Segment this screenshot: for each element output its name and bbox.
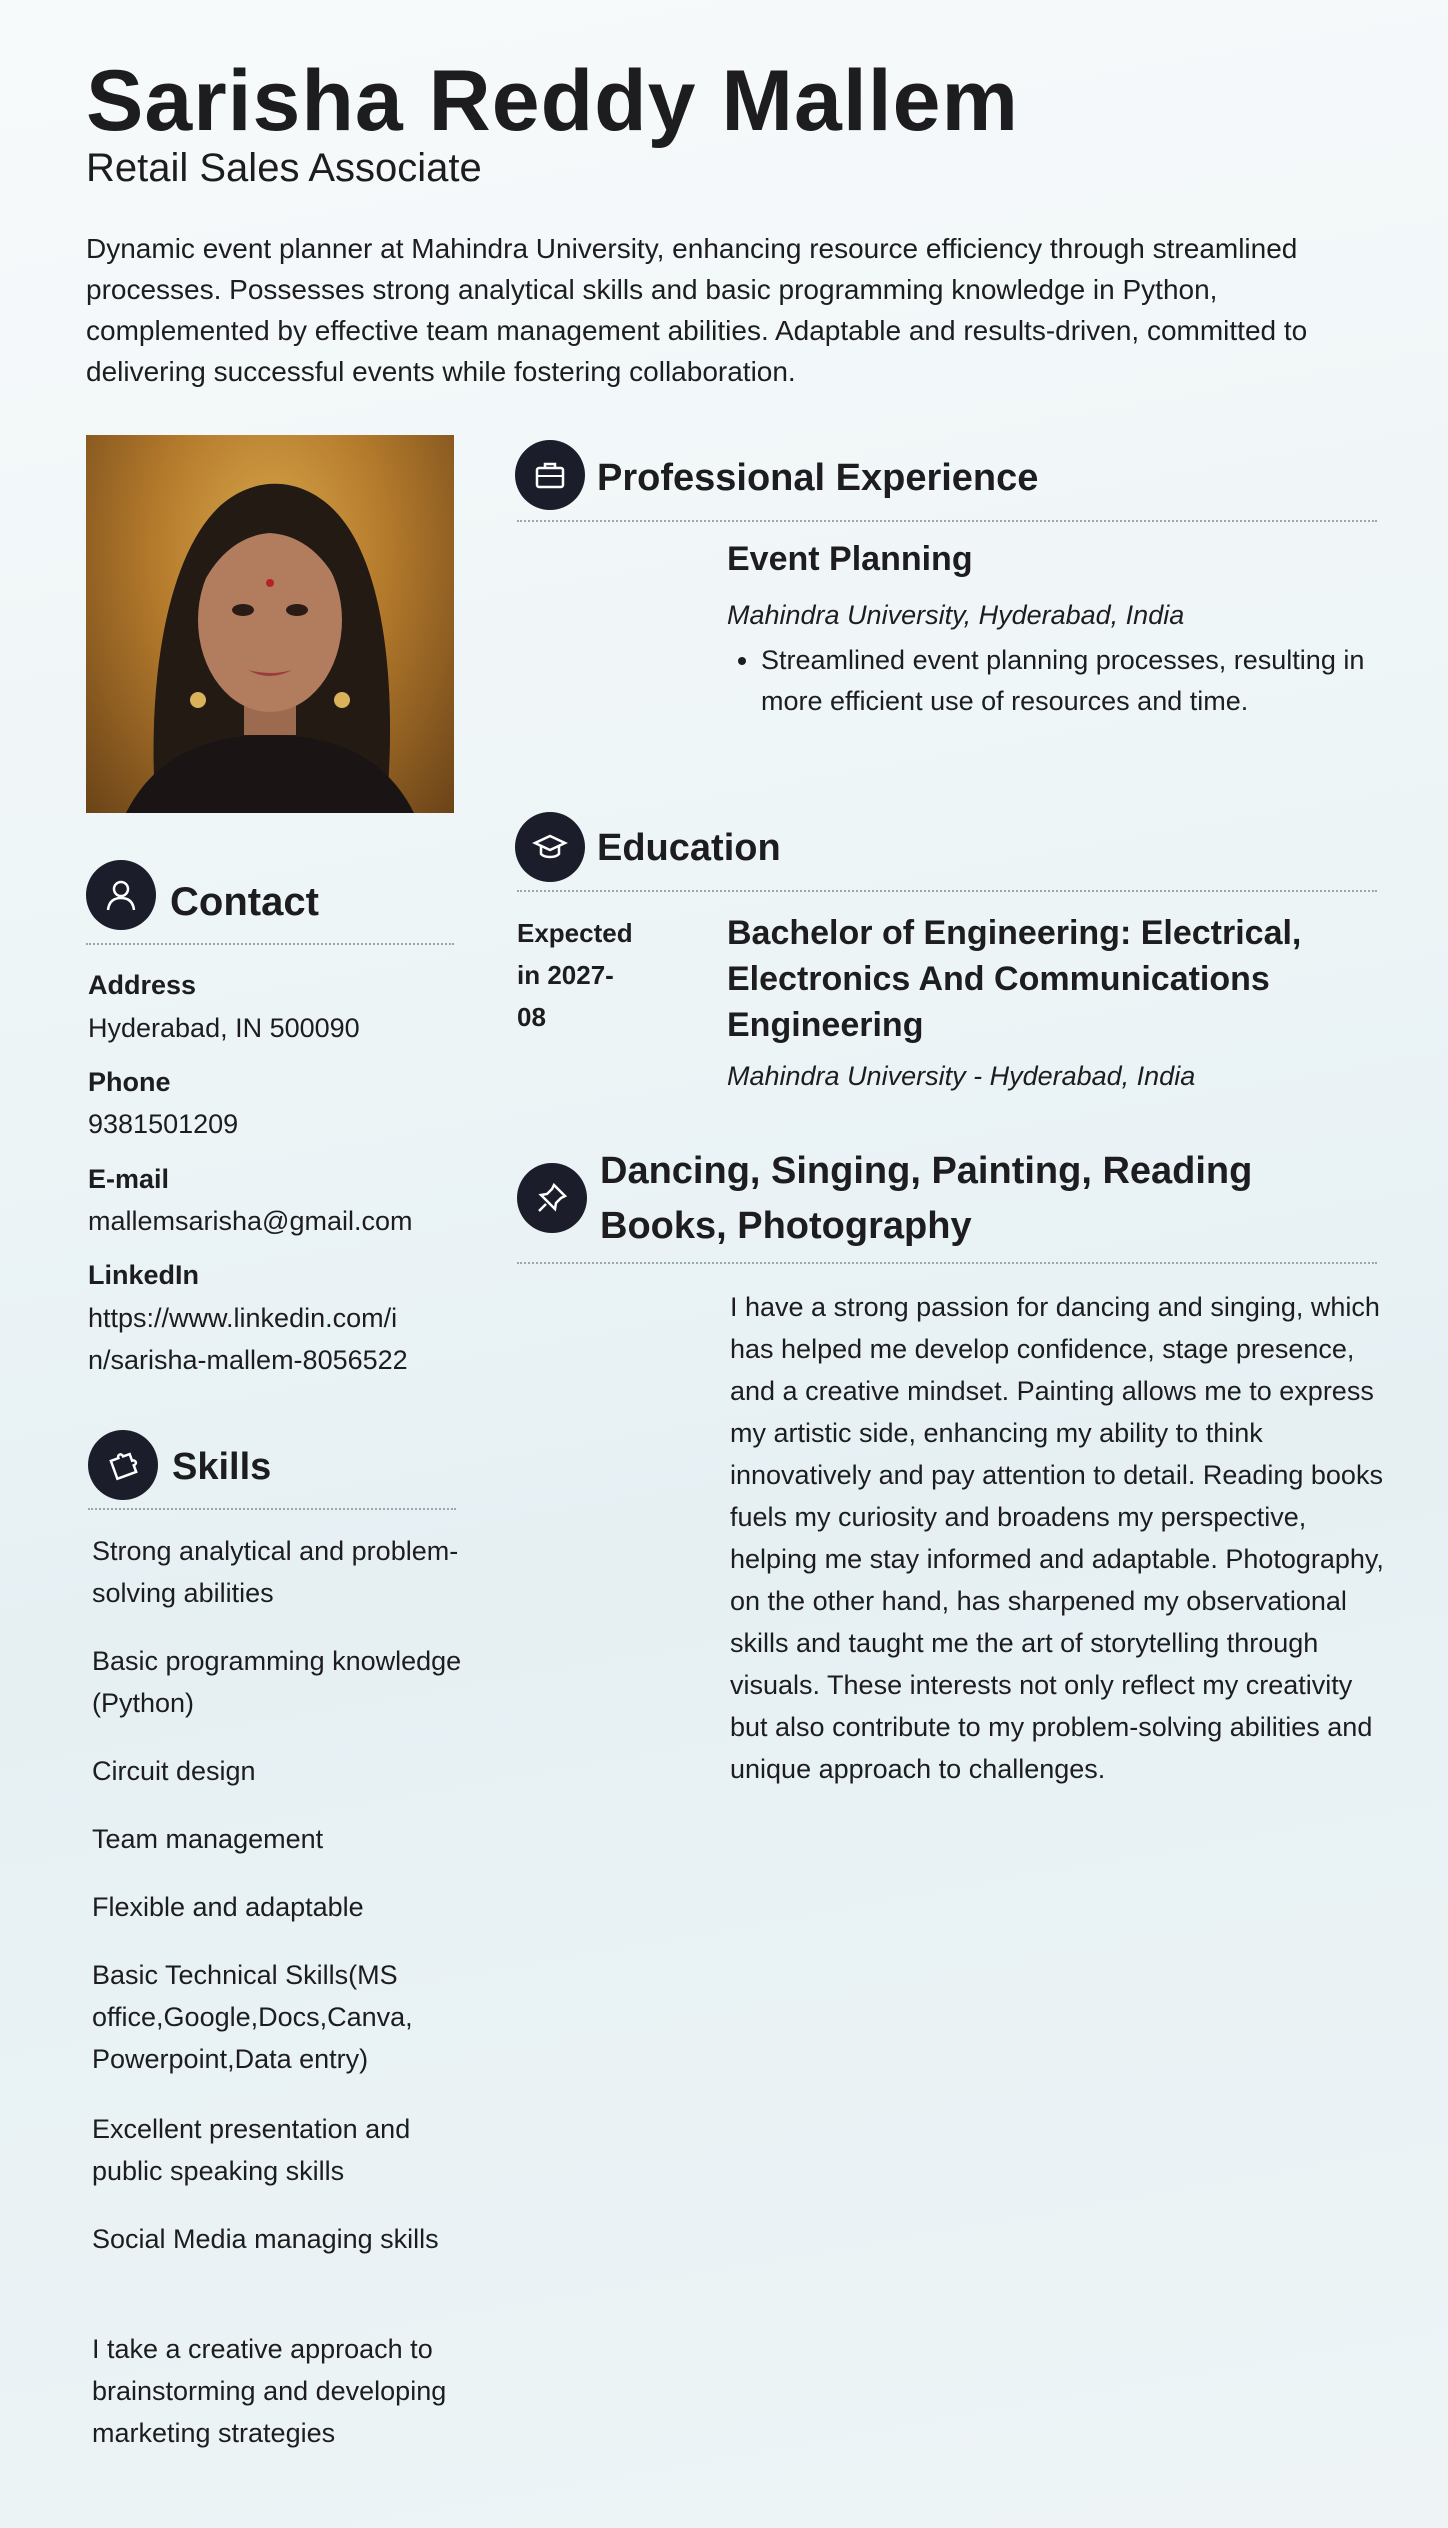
skill-item: Strong analytical and problem-solving abilities (92, 1536, 459, 1608)
experience-heading: Professional Experience (597, 457, 1039, 499)
education-date-line3: 08 (517, 1002, 546, 1032)
education-divider (517, 890, 1377, 892)
profile-photo (86, 435, 454, 813)
interests-heading: Dancing, Singing, Painting, Reading Books, Photography (600, 1150, 1253, 1247)
education-degree: Bachelor of Engineering: Electrical, Electronics And Communications Engineering (727, 914, 1302, 1044)
portrait-illustration (86, 435, 454, 813)
profile-summary: Dynamic event planner at Mahindra University, enhancing resource efficiency through streamlined processes. Possesses strong analytical skills and basic programming knowledge in Python, complemented by effective team management abilities. Adaptable and results-driven, committed to delivering successful events while fostering collaboration. (86, 233, 1308, 387)
job-organization: Mahindra University, Hyderabad, India (727, 600, 1185, 630)
briefcase-icon (515, 440, 585, 510)
interests-divider (517, 1262, 1377, 1264)
contact-divider (86, 943, 454, 945)
education-date-line1: Expected (517, 918, 633, 948)
skill-item: Basic programming knowledge (Python) (92, 1646, 462, 1718)
skill-item: Excellent presentation and public speaking skills (92, 2114, 411, 2186)
email-label: E-mail (88, 1164, 170, 1194)
email-value[interactable]: mallemsarisha@gmail.com (88, 1206, 413, 1236)
skill-item: Circuit design (92, 1756, 256, 1786)
pushpin-icon (517, 1163, 587, 1233)
skill-item: I take a creative approach to brainstorming and developing marketing strategies (92, 2334, 447, 2448)
skill-item: Basic Technical Skills(MS office,Google,Docs,Canva, Powerpoint,Data entry) (92, 1960, 413, 2074)
skill-item: Flexible and adaptable (92, 1892, 364, 1922)
linkedin-url-line2[interactable]: n/sarisha-mallem-8056522 (88, 1345, 408, 1375)
experience-divider (517, 520, 1377, 522)
education-date-line2: in 2027- (517, 960, 614, 990)
skill-item: Social Media managing skills (92, 2224, 439, 2254)
interests-description: I have a strong passion for dancing and singing, which has helped me develop confidence, stage presence, and a creative mindset. Painting allows me to express my artistic side, enhancing my ability to think innovatively and pay attention to detail. Reading books fuels my curiosity and broadens my perspective, helping me stay informed and adaptable. Photography, on the other hand, has sharpened my observational skills and taught me the art of storytelling through visuals. These interests not only reflect my creativity but also contribute to my problem-solving abilities and unique approach to challenges. (730, 1292, 1384, 1784)
skills-divider (88, 1508, 456, 1510)
education-institution: Mahindra University - Hyderabad, India (727, 1061, 1196, 1091)
skill-item: Team management (92, 1824, 324, 1854)
puzzle-icon (88, 1430, 158, 1500)
address-value: Hyderabad, IN 500090 (88, 1013, 360, 1043)
candidate-name: Sarisha Reddy Mallem (86, 53, 1019, 149)
graduation-cap-icon (515, 812, 585, 882)
skills-list (92, 1530, 472, 2454)
job-role: Retail Sales Associate (86, 146, 482, 190)
education-heading: Education (597, 827, 781, 869)
education-date (517, 912, 667, 1038)
skills-heading: Skills (172, 1446, 272, 1488)
linkedin-url-line1[interactable]: https://www.linkedin.com/i (88, 1303, 398, 1333)
linkedin-label: LinkedIn (88, 1260, 200, 1290)
phone-label: Phone (88, 1067, 171, 1097)
address-label: Address (88, 970, 197, 1000)
phone-value: 9381501209 (88, 1109, 239, 1139)
job-bullet: • Streamlined event planning processes, resulting in more efficient use of resources and time. (761, 640, 1411, 722)
job-title: Event Planning (727, 540, 973, 578)
job-bullets (727, 640, 1411, 722)
person-icon (86, 860, 156, 930)
contact-heading: Contact (170, 880, 319, 924)
